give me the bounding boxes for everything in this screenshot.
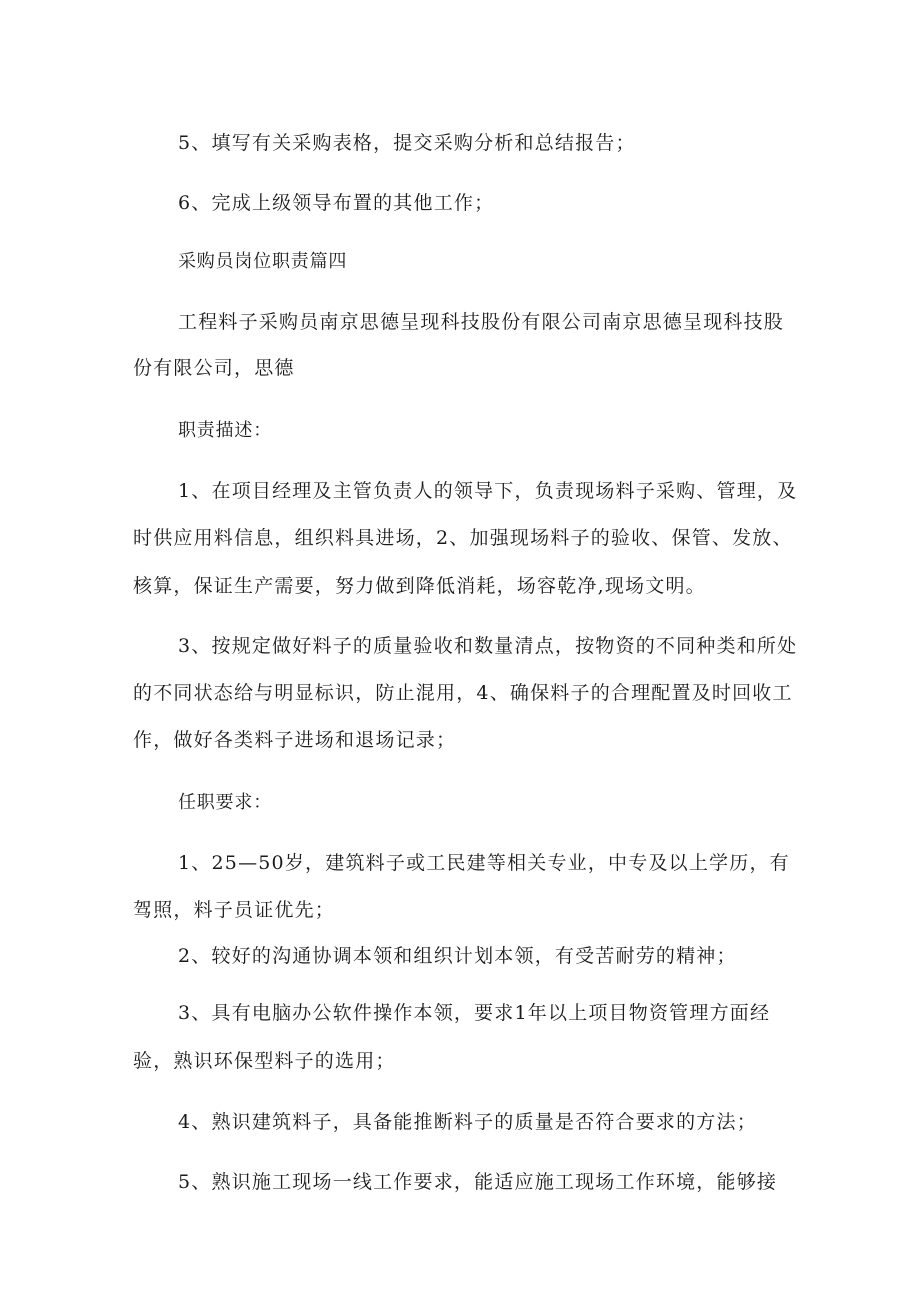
requirement-1-line-2: 驾照，料子员证优先； (133, 899, 336, 921)
duty-3-line-1: 3、按规定做好料子的质量验收和数量清点，按物资的不同种类和所处 (178, 635, 798, 657)
paragraph-company-line-1: 工程料子采购员南京思德呈现科技股份有限公司南京思德呈现科技股 (178, 311, 785, 333)
requirement-5-line-1: 5、熟识施工现场一线工作要求，能适应施工现场工作环境，能够接 (178, 1171, 778, 1193)
requirements-heading: 任职要求： (178, 792, 272, 813)
requirement-3-line-2: 验，熟识环保型料子的选用； (133, 1050, 396, 1072)
requirement-1-line-1: 1、25—50岁，建筑料子或工民建等相关专业，中专及以上学历，有 (178, 852, 790, 874)
duty-3-line-2: 的不同状态给与明显标识，防止混用，4、确保料子的合理配置及时回收工 (133, 682, 793, 704)
requirement-2: 2、较好的沟通协调本领和组织计划本领，有受苦耐劳的精神； (178, 945, 737, 967)
requirement-3-line-1: 3、具有电脑办公软件操作本领，要求1年以上项目物资管理方面经 (178, 1002, 771, 1024)
duty-1-line-1: 1、在项目经理及主管负责人的领导下，负责现场料子采购、管理，及 (178, 480, 798, 502)
duty-3-line-3: 作，做好各类料子进场和退场记录； (133, 729, 457, 751)
job-description-heading: 职责描述： (178, 420, 272, 441)
duty-1-line-3: 核算，保证生产需要，努力做到降低消耗，场容乾净,现场文明。 (133, 575, 706, 597)
requirement-4: 4、熟识建筑料子，具备能推断料子的质量是否符合要求的方法； (178, 1111, 757, 1133)
paragraph-company-line-2: 份有限公司，思德 (133, 357, 295, 379)
paragraph-fill-purchase-forms: 5、填写有关采购表格，提交采购分析和总结报告； (178, 132, 636, 154)
duty-1-line-2: 时供应用料信息，组织料具进场，2、加强现场料子的验收、保管、发放、 (133, 527, 793, 549)
section-heading: 采购员岗位职责篇四 (178, 251, 348, 272)
paragraph-complete-other-tasks: 6、完成上级领导布置的其他工作； (178, 192, 495, 214)
